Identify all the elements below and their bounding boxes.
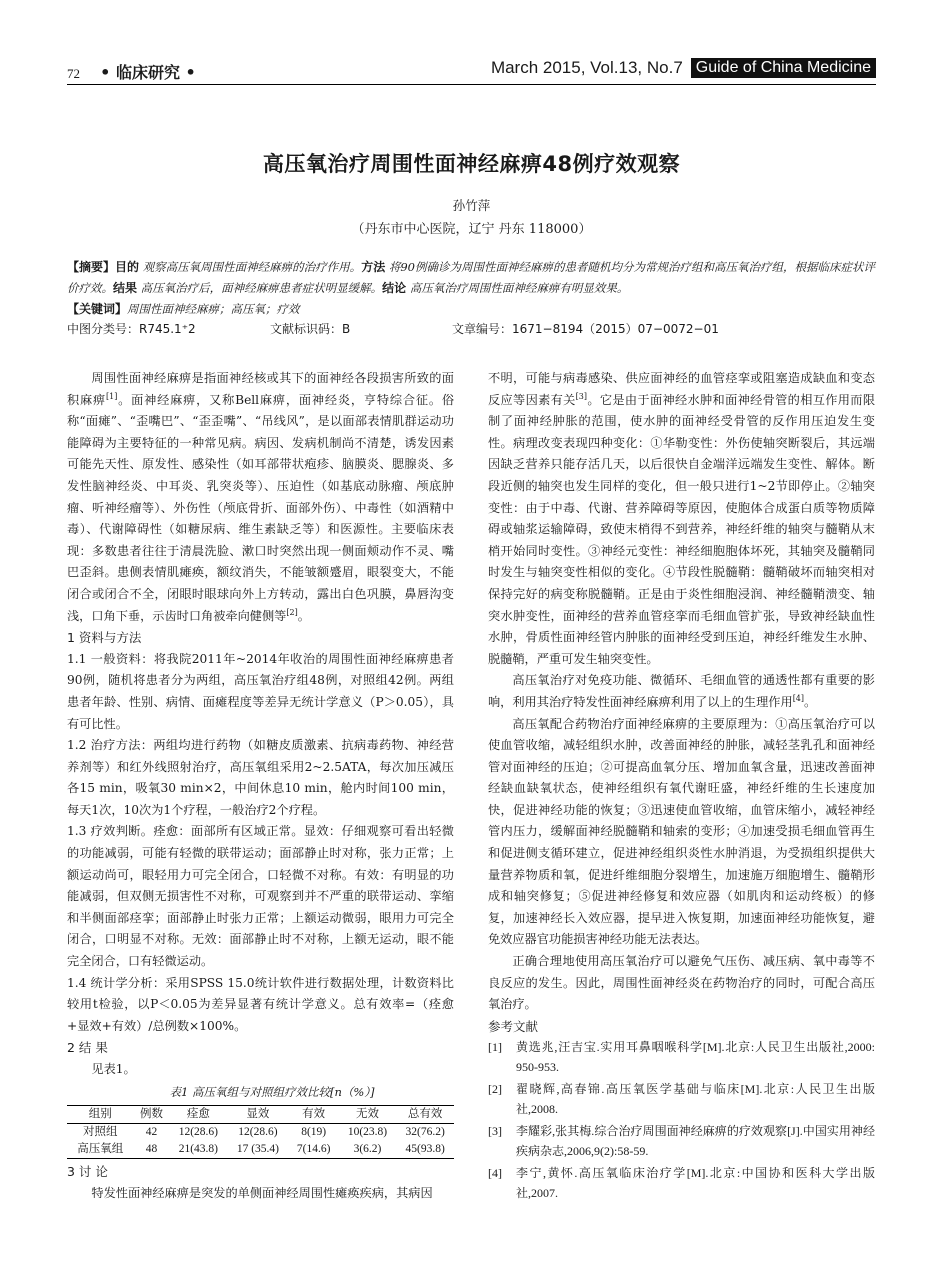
result-text: 高压氧治疗后，面神经麻痹患者症状明显缓解。 (140, 281, 383, 295)
intro-paragraph: 周围性面神经麻痹是指面神经核或其下的面神经各段损害所致的面积麻痹[1]。面神经麻痹，又称Bell麻痹，面神经炎，亨特综合征。俗称“面瘫”、“歪嘴巴”、“歪歪嘴”、“吊线风”，是以面部表情肌群运动功能障碍为主要特征的一种常见病。病因、发病机制尚不清楚，诱发因素可能先天性、原发性、感染性（如耳部带状疱疹、脑膜炎、腮腺炎、多发性脑神经炎、中耳炎、乳突炎等）、压迫性（如基底动脉瘤、颅底肿瘤、听神经瘤等）、外伤性（颅底骨折、面部外伤）、中毒性（如酒精中毒）、代谢障碍性（如糖尿病、维生素缺乏等）和医源性。主要临床表现：多数患者往往于清晨洗脸、漱口时突然出现一侧面颊动作不灵、嘴巴歪斜。患侧表情肌瘫痪，额纹消失，不能皱额蹙眉，眼裂变大，不能闭合或闭合不全，闭眼时眼球向外上方转动，露出白色巩膜，鼻唇沟变浅，口角下垂，示齿时口角被牵向健侧等[2]。 (67, 371, 455, 623)
keywords-text: 周围性面神经麻痹；高压氧；疗效 (127, 302, 300, 316)
section-heading-1: 1 资料与方法 (67, 630, 142, 646)
keywords-label: 【关键词】 (67, 302, 128, 316)
article-title: 高压氧治疗周围性面神经麻痹48例疗效观察 (262, 152, 681, 176)
reference-item: [1] 黄选兆,汪吉宝.实用耳鼻咽喉科学[M].北京:人民卫生出版社,2000: 950-953. (488, 1040, 875, 1075)
header-rule (67, 84, 876, 85)
results-paragraph: 见表1。 (91, 1062, 136, 1076)
discussion-paragraph: 特发性面神经麻痹是突发的单侧面神经周围性瘫痪疾病，其病因 (91, 1185, 433, 1200)
section-label: • 临床研究 • (100, 63, 196, 82)
table-cell: 42 (145, 1126, 158, 1139)
table-cell: 48 (134, 1141, 170, 1159)
citation: [4] (792, 693, 805, 703)
objective-text: 观察高压氧周围性面神经麻痹的治疗作用。 (142, 260, 362, 274)
table-cell: 10(23.8) (347, 1126, 388, 1139)
table-header-cell: 显效 (227, 1106, 288, 1124)
table-cell: 21(43.8) (170, 1141, 228, 1159)
table-caption: 表1 高压氧组与对照组疗效比较[n（%）] (169, 1084, 375, 1099)
table-cell: 17 (35.4) (227, 1141, 288, 1159)
table-cell: 对照组 (83, 1126, 118, 1139)
paragraph-1-4: 1.4 统计学分析：采用SPSS 15.0统计软件进行数据处理，计数资料比较用t检验，以P＜0.05为差异显著有统计学意义。总有效率=（痊愈+显效+有效）/总例数×100%。 (67, 975, 454, 1033)
keywords (67, 299, 877, 320)
left-column (67, 368, 454, 1204)
table-cell: 45(93.8) (396, 1141, 454, 1159)
article-affiliation: （丹东市中心医院，辽宁 丹东 118000） (351, 222, 592, 237)
section-heading-3: 3 讨 论 (67, 1164, 108, 1180)
table-cell: 高压氧组 (67, 1141, 134, 1159)
table-row (67, 1124, 454, 1142)
article-author: 孙竹萍 (452, 198, 491, 213)
discussion-paragraph-3: 高压氧配合药物治疗面神经麻痹的主要原理为：①高压氧治疗可以使血管收缩，减轻组织水肿，改善面神经的肿胀，减轻茎乳孔和面神经管对面神经的压迫；②可提高血氧分压、增加血氧含量，迅速改善面神经缺血缺氧状态，使神经组织有氧代谢旺盛，神经纤维的生长速度加快，促进神经功能的恢复；③迅速使血管收缩，血管床缩小，减轻神经管内压力，缓解面神经脱髓鞘和轴索的变形；④加速受损毛细血管再生和促进侧支循环建立，促进神经组织炎性水肿消退，为受损组织提供大量营养物质和氧，促进纤维细胞分裂增生，加速施万细胞增生、髓鞘形成和轴突修复；⑤促进神经修复和效应器（如肌肉和运动终板）的修复，加速神经长入效应器，提早进入恢复期，加速面神经功能恢复，避免效应器官功能损害神经功能无法表达。 (488, 716, 875, 947)
reference-item: [2] 翟晓辉,高春锦.高压氧医学基础与临床[M].北京:人民卫生出版社,2008. (488, 1082, 875, 1117)
discussion-paragraph-2: 高压氧治疗对免疫功能、微循环、毛细血管的通透性都有重要的影响，利用其治疗特发性面神经麻痹利用了以上的生理作用[4]。 (488, 673, 875, 709)
discussion-continued: 不明，可能与病毒感染、供应面神经的血管痉挛或阻塞造成缺血和变态反应等因素有关[3]。它是由于面神经水肿和面神经骨管的相互作用而限制了面神经肿胀的范围，使水肿的面神经受骨管的反作用压迫发生变性。病理改变表现四种变化：①华勒变性：外伤使轴突断裂后，其远端因缺乏营养只能存活几天，以后很快自金端洋远端发生变性、解体。断段近侧的轴突也发生同样的变化，但一般只进行1~2节即停止。②轴突变性：由于中毒、代谢、营养障碍等原因，使胞体合成蛋白质等物质障碍或轴浆运输障碍，致使末梢得不到营养，神经纤维的轴突与髓鞘从末梢开始同时变性。③神经元变性：神经细胞胞体坏死，其轴突及髓鞘同时发生与轴突变性相似的变化。④节段性脱髓鞘：髓鞘破坏而轴突相对保持完好的病变称脱髓鞘。正是由于炎性细胞浸润、神经髓鞘溃变、轴突水肿变性，面神经的营养血管痉挛而毛细血管扩张，导致神经缺血性水肿，骨质性面神经管内肿胀的面神经受到压迫，神经纤维发生水肿、脱髓鞘，严重可发生轴突变性。 (488, 371, 876, 666)
abstract (67, 257, 877, 320)
method-label: 方法 (361, 260, 386, 274)
issue-info: March 2015, Vol.13, No.7 (490, 58, 683, 77)
running-header-left (67, 60, 196, 83)
abstract-label: 【摘要】 (67, 260, 116, 274)
discussion-paragraph-4: 正确合理地使用高压氧治疗可以避免气压伤、减压病、氧中毒等不良反应的发生。因此，周围性面神经炎在药物治疗的同时，可配合高压氧治疗。 (488, 954, 875, 1012)
abstract-text (67, 257, 877, 299)
table-row (67, 1141, 454, 1159)
page-number: 72 (67, 66, 80, 81)
conclusion-label: 结论 (382, 281, 407, 295)
citation: [3] (575, 391, 587, 401)
table-cell: 32(76.2) (405, 1126, 445, 1139)
journal-name: Guide of China Medicine (691, 58, 876, 78)
references-heading: 参考文献 (488, 1018, 539, 1034)
table-cell: 3(6.2) (339, 1141, 397, 1159)
paragraph-1-1: 1.1 一般资料：将我院2011年~2014年收治的周围性面神经麻痹患者90例，随机将患者分为两组，高压氧治疗组48例，对照组42例。两组患者年龄、性别、病情、面瘫程度等差异无统计学意义（P＞0.05），具有可比性。 (67, 651, 454, 731)
table-header-cell: 有效 (289, 1106, 339, 1124)
article-number: 文章编号：1671−8194（2015）07−0072−01 (452, 322, 719, 336)
citation: [2] (286, 607, 298, 617)
conclusion-text: 高压氧治疗周围性面神经麻痹有明显效果。 (409, 281, 629, 295)
references-list (488, 1037, 875, 1203)
table-cell: 7(14.6) (289, 1141, 339, 1159)
reference-item: [3] 李耀彩,张其梅.综合治疗周围面神经麻痹的疗效观察[J].中国实用神经疾病杂志,2006,9(2):58-59. (488, 1124, 875, 1159)
table-header-cell: 例数 (134, 1106, 170, 1124)
section-heading-2: 2 结 果 (67, 1040, 108, 1056)
table-cell: 12(28.6) (178, 1126, 218, 1139)
table-header-cell: 总有效 (396, 1106, 454, 1124)
objective-label: 目的 (115, 260, 140, 274)
method-text: 将90例确诊为周围性面神经麻痹的患者随机均分为常规治疗组和高压氧治疗组，根据临床症状评价疗效。 (67, 260, 875, 295)
table-cell: 8(19) (301, 1126, 327, 1139)
document-code: 文献标识码：B (270, 322, 351, 336)
citation: [1] (106, 391, 118, 401)
table-cell: 12(28.6) (238, 1126, 278, 1139)
result-label: 结果 (113, 281, 138, 295)
paragraph-1-2: 1.2 治疗方法：两组均进行药物（如糖皮质激素、抗病毒药物、神经营养剂等）和红外线照射治疗，高压氧组采用2~2.5ATA，每次加压减压各15 min，吸氧30 min×2，中间休息10 min，舱内时间100 min，每天1次，10次为1个疗程，一般治疗2个疗程。 (67, 738, 454, 817)
running-header-right (491, 58, 876, 78)
table-header-cell: 无效 (339, 1106, 397, 1124)
clc-number: 中图分类号：R745.1⁺2 (67, 322, 196, 336)
right-column (488, 368, 875, 1205)
reference-item: [4] 李宁,黄怀.高压氧临床治疗学[M].北京:中国协和医科大学出版社,2007. (488, 1166, 875, 1201)
table-header-cell: 组别 (67, 1106, 134, 1124)
results-table (67, 1105, 454, 1159)
table-header-cell: 痊愈 (170, 1106, 228, 1124)
table-header-row (67, 1106, 454, 1124)
paragraph-1-3: 1.3 疗效判断。痊愈：面部所有区域正常。显效：仔细观察可看出轻微的功能减弱，可能有轻微的联带运动；面部静止时对称，张力正常；上额运动尚可，眼轻用力可完全闭合，口轻微不对称。有效：有明显的功能减弱，但双侧无损害性不对称，可观察到并不严重的联带运动、挛缩和半侧面部痉挛；面部静止时张力正常；上额运动微弱，眼用力可完全闭合，口明显不对称。无效：面部静止时不对称，上额无运动，眼不能完全闭合，口有轻微运动。 (67, 824, 454, 969)
